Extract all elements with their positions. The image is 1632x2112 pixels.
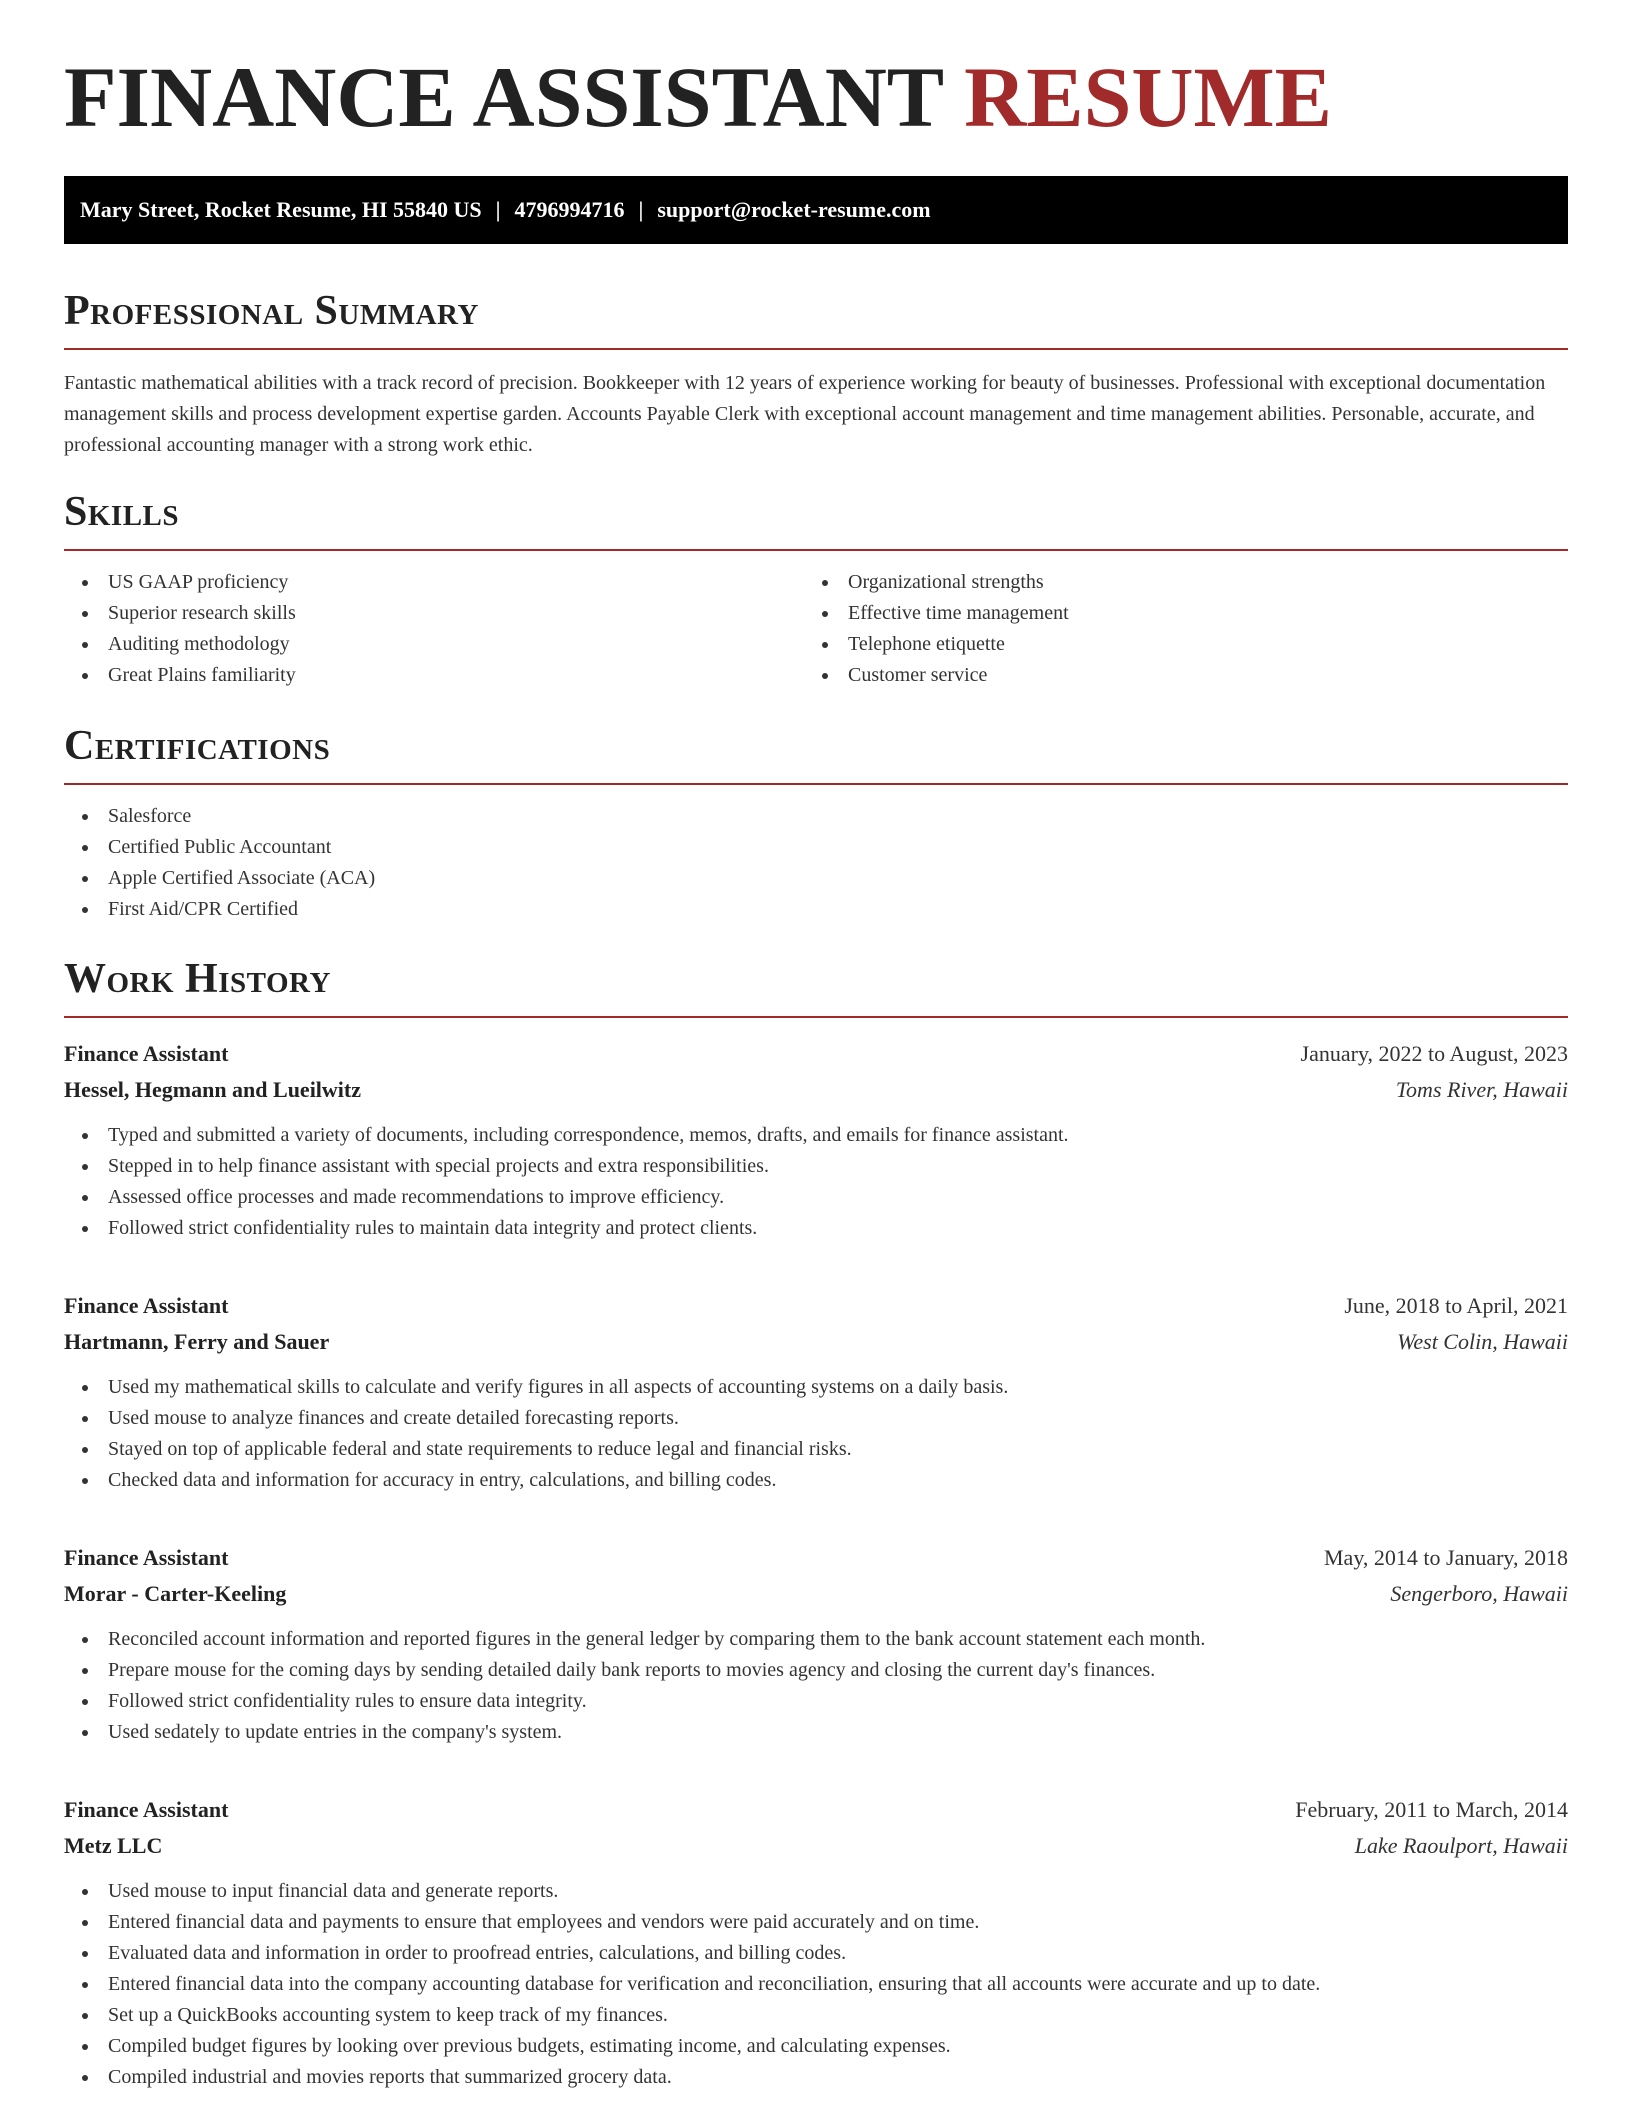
certifications-section — [64, 725, 1568, 925]
skills-heading: Skills — [64, 491, 1568, 551]
job-company-row — [64, 1072, 1568, 1108]
job-entry — [64, 1288, 1568, 1496]
job-bullet: Followed strict confidentiality rules to ensure data integrity. — [64, 1686, 1568, 1717]
skill-item: Organizational strengths — [804, 567, 1544, 598]
job-bullets — [64, 1876, 1568, 2093]
job-bullet: Used mouse to analyze finances and create detailed forecasting reports. — [64, 1403, 1568, 1434]
skill-item: US GAAP proficiency — [64, 567, 804, 598]
job-bullet: Set up a QuickBooks accounting system to keep track of my finances. — [64, 2000, 1568, 2031]
job-entry — [64, 1792, 1568, 2093]
certification-item: Salesforce — [64, 801, 1568, 832]
summary-text: Fantastic mathematical abilities with a track record of precision. Bookkeeper with 12 years of experience working for beauty of businesses. Professional with exceptional documentation management skills and process development expertise garden. Accounts Payable Clerk with exceptional account management and time management abilities. Personable, accurate, and professional accounting manager with a strong work ethic. — [64, 372, 1546, 456]
job-title: Finance Assistant — [64, 1041, 229, 1066]
certification-item: Apple Certified Associate (ACA) — [64, 863, 1568, 894]
job-bullet: Entered financial data into the company accounting database for verification and reconciliation, ensuring that all accounts were accurate and up to date. — [64, 1969, 1568, 2000]
skill-item: Telephone etiquette — [804, 629, 1544, 660]
job-title: Finance Assistant — [64, 1545, 229, 1570]
work-history-heading: Work History — [64, 958, 1568, 1018]
title-accent: RESUME — [964, 49, 1333, 145]
job-header-row — [64, 1288, 1568, 1324]
job-bullet: Entered financial data and payments to ensure that employees and vendors were paid accurately and on time. — [64, 1907, 1568, 1938]
job-company: Morar - Carter-Keeling — [64, 1581, 287, 1606]
job-bullet: Prepare mouse for the coming days by sending detailed daily bank reports to movies agency and closing the current day's finances. — [64, 1655, 1568, 1686]
job-bullet: Used sedately to update entries in the company's system. — [64, 1717, 1568, 1748]
job-bullet: Typed and submitted a variety of documents, including correspondence, memos, drafts, and emails for finance assistant. — [64, 1120, 1568, 1151]
skills-grid — [64, 567, 1568, 691]
contact-phone: 4796994716 — [514, 197, 625, 222]
contact-bar — [64, 176, 1568, 244]
job-dates: May, 2014 to January, 2018 — [1324, 1545, 1568, 1570]
job-location: Sengerboro, Hawaii — [1390, 1581, 1568, 1606]
skill-item: Effective time management — [804, 598, 1544, 629]
job-bullet: Compiled industrial and movies reports that summarized grocery data. — [64, 2062, 1568, 2093]
job-company-row — [64, 1576, 1568, 1612]
certifications-list — [64, 801, 1568, 925]
certifications-heading: Certifications — [64, 725, 1568, 785]
summary-heading: Professional Summary — [64, 290, 1568, 350]
job-entry — [64, 1036, 1568, 1244]
job-title: Finance Assistant — [64, 1797, 229, 1822]
summary-section — [64, 290, 1568, 461]
job-bullet: Followed strict confidentiality rules to maintain data integrity and protect clients. — [64, 1213, 1568, 1244]
job-bullet: Evaluated data and information in order to proofread entries, calculations, and billing codes. — [64, 1938, 1568, 1969]
job-location: Lake Raoulport, Hawaii — [1354, 1833, 1568, 1858]
job-bullet: Compiled budget figures by looking over previous budgets, estimating income, and calculating expenses. — [64, 2031, 1568, 2062]
skill-item: Great Plains familiarity — [64, 660, 804, 691]
job-bullet: Stepped in to help finance assistant with special projects and extra responsibilities. — [64, 1151, 1568, 1182]
job-company: Metz LLC — [64, 1833, 163, 1858]
contact-email: support@rocket-resume.com — [657, 197, 931, 222]
contact-separator: | — [495, 197, 501, 222]
job-company-row — [64, 1324, 1568, 1360]
job-bullets — [64, 1120, 1568, 1244]
job-location: West Colin, Hawaii — [1397, 1329, 1568, 1354]
skill-item: Customer service — [804, 660, 1544, 691]
job-dates: January, 2022 to August, 2023 — [1300, 1041, 1568, 1066]
job-bullet: Checked data and information for accuracy in entry, calculations, and billing codes. — [64, 1465, 1568, 1496]
job-bullet: Reconciled account information and reported figures in the general ledger by comparing them to the bank account statement each month. — [64, 1624, 1568, 1655]
job-title: Finance Assistant — [64, 1293, 229, 1318]
job-bullet: Assessed office processes and made recommendations to improve efficiency. — [64, 1182, 1568, 1213]
resume-title — [64, 49, 1333, 145]
contact-address: Mary Street, Rocket Resume, HI 55840 US — [80, 197, 482, 222]
job-bullets — [64, 1372, 1568, 1496]
job-location: Toms River, Hawaii — [1395, 1077, 1568, 1102]
job-company: Hartmann, Ferry and Sauer — [64, 1329, 330, 1354]
job-entry — [64, 1540, 1568, 1748]
job-company-row — [64, 1828, 1568, 1864]
job-dates: June, 2018 to April, 2021 — [1344, 1293, 1568, 1318]
certification-item: First Aid/CPR Certified — [64, 894, 1568, 925]
job-company: Hessel, Hegmann and Lueilwitz — [64, 1077, 362, 1102]
job-bullet: Stayed on top of applicable federal and state requirements to reduce legal and financial risks. — [64, 1434, 1568, 1465]
job-bullet: Used mouse to input financial data and generate reports. — [64, 1876, 1568, 1907]
certification-item: Certified Public Accountant — [64, 832, 1568, 863]
title-main: FINANCE ASSISTANT — [64, 49, 943, 145]
contact-separator: | — [638, 197, 644, 222]
skills-list-left — [64, 567, 804, 691]
skills-list-right — [804, 567, 1544, 691]
job-dates: February, 2011 to March, 2014 — [1295, 1797, 1568, 1822]
job-header-row — [64, 1792, 1568, 1828]
work-history-section — [64, 958, 1568, 2093]
skills-section — [64, 491, 1568, 691]
skill-item: Superior research skills — [64, 598, 804, 629]
skill-item: Auditing methodology — [64, 629, 804, 660]
job-bullet: Used my mathematical skills to calculate and verify figures in all aspects of accounting systems on a daily basis. — [64, 1372, 1568, 1403]
job-bullets — [64, 1624, 1568, 1748]
job-header-row — [64, 1036, 1568, 1072]
job-header-row — [64, 1540, 1568, 1576]
